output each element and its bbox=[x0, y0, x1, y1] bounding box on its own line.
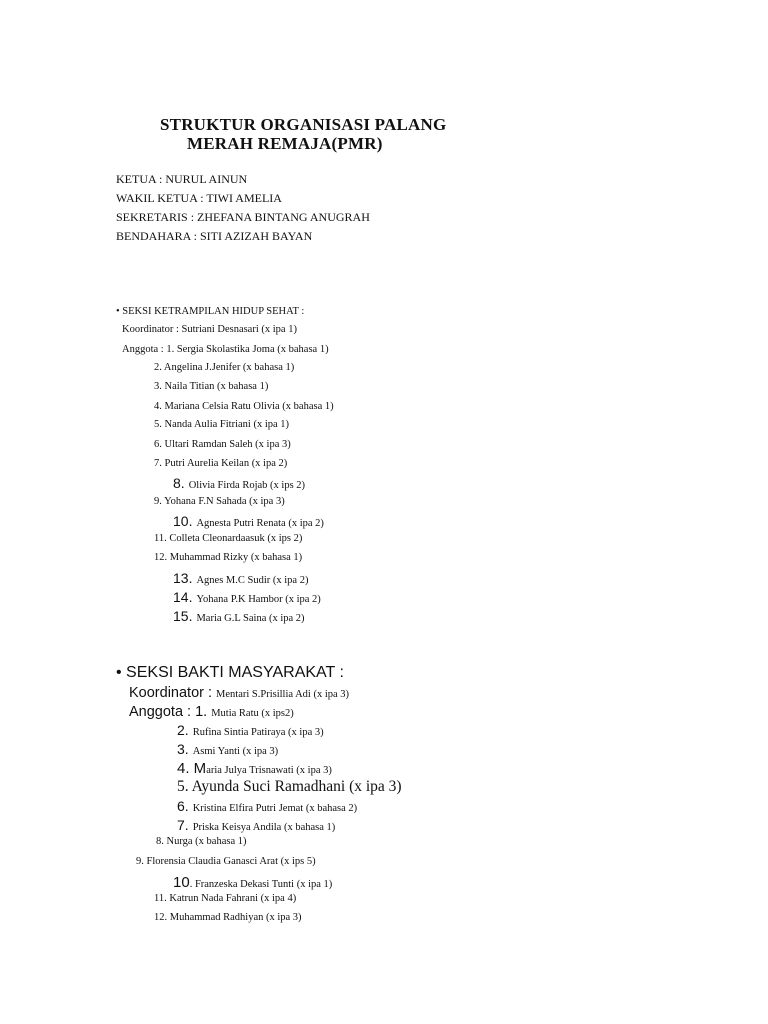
section2-anggota-label: Anggota : 1. bbox=[129, 704, 208, 720]
section1-member-7: 7. Putri Aurelia Keilan (x ipa 2) bbox=[154, 458, 288, 469]
section2-member-4-name: aria Julya Trisnawati (x ipa 3) bbox=[206, 765, 332, 776]
section1-member-8 bbox=[173, 476, 305, 492]
section1-member-8-name: Olivia Firda Rojab (x ips 2) bbox=[188, 480, 306, 491]
section1-member-15 bbox=[173, 609, 305, 625]
section1-member-10 bbox=[173, 514, 324, 530]
officer-bendahara: BENDAHARA : SITI AZIZAH BAYAN bbox=[116, 229, 313, 243]
section2-member-10 bbox=[173, 875, 332, 891]
section2-anggota-1 bbox=[129, 704, 294, 720]
section2-heading: • SEKSI BAKTI MASYARAKAT : bbox=[116, 664, 344, 681]
section2-member-7 bbox=[177, 818, 335, 834]
section1-member-13-name: Agnes M.C Sudir (x ipa 2) bbox=[196, 575, 309, 586]
officer-wakil-ketua: WAKIL KETUA : TIWI AMELIA bbox=[116, 191, 282, 205]
section1-heading: • SEKSI KETRAMPILAN HIDUP SEHAT : bbox=[116, 306, 305, 317]
section1-member-14-name: Yohana P.K Hambor (x ipa 2) bbox=[196, 594, 321, 605]
section2-member-6-number: 6. bbox=[177, 798, 189, 814]
section2-member-2-number: 2. bbox=[177, 722, 189, 738]
section2-member-3-number: 3. bbox=[177, 741, 189, 757]
section1-member-14 bbox=[173, 590, 321, 606]
section1-member-5: 5. Nanda Aulia Fitriani (x ipa 1) bbox=[154, 419, 290, 430]
section2-member-6-name: Kristina Elfira Putri Jemat (x bahasa 2) bbox=[192, 803, 358, 814]
section1-member-9: 9. Yohana F.N Sahada (x ipa 3) bbox=[154, 496, 285, 507]
section2-member-7-number: 7. bbox=[177, 817, 189, 833]
section1-member-12: 12. Muhammad Rizky (x bahasa 1) bbox=[154, 552, 303, 563]
section2-member-7-name: Priska Keisya Andila (x bahasa 1) bbox=[192, 822, 336, 833]
section1-member-14-number: 14. bbox=[173, 589, 193, 605]
section1-member-4: 4. Mariana Celsia Ratu Olivia (x bahasa 1) bbox=[154, 401, 334, 412]
section1-anggota-1: Anggota : 1. Sergia Skolastika Joma (x bahasa 1) bbox=[122, 344, 329, 355]
section1-member-13 bbox=[173, 571, 308, 587]
section2-member-6 bbox=[177, 799, 357, 815]
section1-member-15-name: Maria G.L Saina (x ipa 2) bbox=[196, 613, 305, 624]
section2-member-3 bbox=[177, 742, 278, 758]
section2-member-2 bbox=[177, 723, 324, 739]
section2-member-9: 9. Florensia Claudia Ganasci Arat (x ips 5) bbox=[136, 856, 316, 867]
section2-member-11: 11. Katrun Nada Fahrani (x ipa 4) bbox=[154, 893, 297, 904]
section2-koordinator-name: Mentari S.Prisillia Adi (x ipa 3) bbox=[216, 689, 350, 700]
section2-member-1-name: Mutia Ratu (x ips2) bbox=[211, 708, 294, 719]
section2-member-4 bbox=[177, 761, 332, 777]
section1-member-13-number: 13. bbox=[173, 570, 193, 586]
section1-member-10-number: 10. bbox=[173, 513, 193, 529]
section1-member-10-name: Agnesta Putri Renata (x ipa 2) bbox=[196, 518, 324, 529]
section2-member-12: 12. Muhammad Radhiyan (x ipa 3) bbox=[154, 912, 302, 923]
section1-member-15-number: 15. bbox=[173, 608, 193, 624]
section1-member-3: 3. Naila Titian (x bahasa 1) bbox=[154, 381, 269, 392]
section2-member-10-number: 10 bbox=[173, 874, 190, 891]
title-line-1: STRUKTUR ORGANISASI PALANG bbox=[160, 115, 447, 134]
section1-member-6: 6. Ultari Ramdan Saleh (x ipa 3) bbox=[154, 439, 291, 450]
section2-member-5: 5. Ayunda Suci Ramadhani (x ipa 3) bbox=[177, 778, 402, 795]
section2-member-10-name: . Franzeska Dekasi Tunti (x ipa 1) bbox=[189, 879, 333, 890]
section2-koordinator bbox=[129, 685, 349, 701]
officer-sekretaris: SEKRETARIS : ZHEFANA BINTANG ANUGRAH bbox=[116, 210, 370, 224]
section2-member-2-name: Rufina Sintia Patiraya (x ipa 3) bbox=[192, 727, 324, 738]
section2-koordinator-label: Koordinator : bbox=[129, 685, 213, 701]
section1-member-8-number: 8. bbox=[173, 475, 185, 491]
section1-member-2: 2. Angelina J.Jenifer (x bahasa 1) bbox=[154, 362, 295, 373]
section2-member-4-number: 4. M bbox=[177, 760, 207, 777]
officer-ketua: KETUA : NURUL AINUN bbox=[116, 172, 248, 186]
section1-koordinator: Koordinator : Sutriani Desnasari (x ipa 1) bbox=[122, 324, 297, 335]
section1-member-11: 11. Colleta Cleonardaasuk (x ips 2) bbox=[154, 533, 303, 544]
section2-member-8: 8. Nurga (x bahasa 1) bbox=[156, 836, 247, 847]
title-line-2: MERAH REMAJA(PMR) bbox=[187, 134, 383, 153]
section2-member-3-name: Asmi Yanti (x ipa 3) bbox=[192, 746, 279, 757]
